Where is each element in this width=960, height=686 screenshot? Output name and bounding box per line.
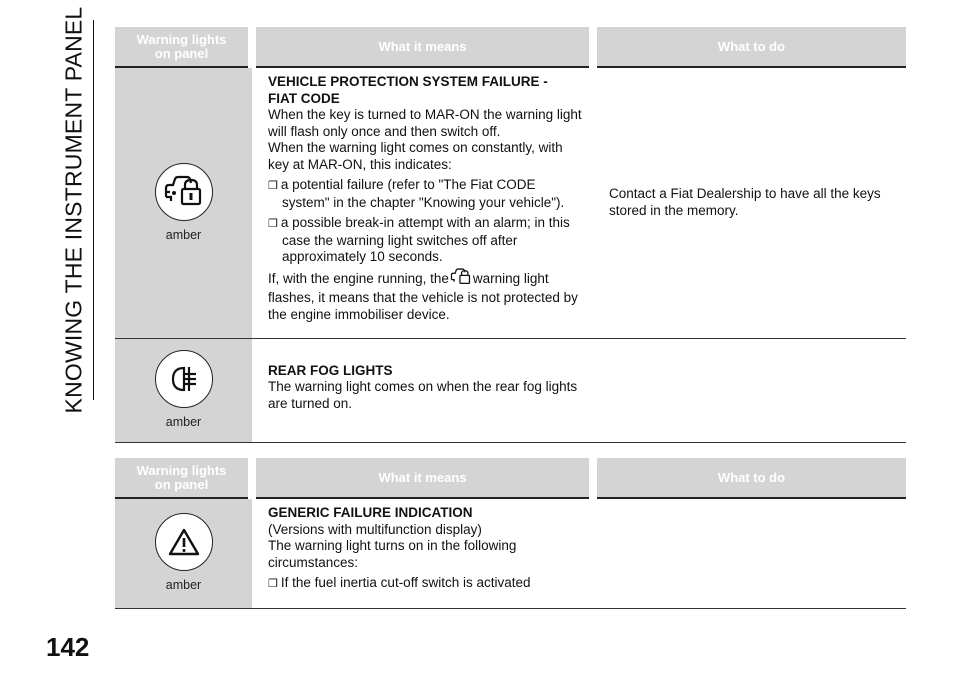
meaning-paragraph: When the warning light comes on constantly, with key at MAR-ON, this indicates:	[268, 140, 563, 172]
header-what-to-do: What to do	[593, 27, 906, 67]
warning-light-cell	[115, 67, 252, 338]
rear-fog-heading: REAR FOG LIGHTS	[268, 362, 393, 378]
section-title-rule	[93, 20, 94, 400]
generic-failure-heading: GENERIC FAILURE INDICATION	[268, 505, 473, 520]
warning-light-cell	[115, 338, 252, 442]
bullet-icon: ❒	[268, 218, 278, 230]
meaning-paragraph: (Versions with multifunction display)	[268, 521, 482, 537]
what-to-do-cell	[593, 338, 906, 442]
section-title	[44, 6, 104, 414]
table-row	[115, 498, 906, 608]
warning-lights-table-2	[115, 458, 906, 609]
bullet-icon: ❒	[268, 180, 278, 192]
color-label: amber	[165, 414, 202, 429]
meaning-paragraph: The warning light turns on in the following circumstances:	[268, 538, 517, 570]
failure-heading-line1: VEHICLE PROTECTION SYSTEM FAILURE -	[268, 74, 548, 89]
bullet-text: a potential failure (refer to "The Fiat CODE system" in the chapter "Knowing your vehicle").	[280, 177, 565, 210]
table-row	[115, 67, 906, 338]
bullet-item	[268, 575, 585, 593]
meaning-paragraph: When the key is turned to MAR-ON the warning light will flash only once and then switch off.	[268, 107, 582, 139]
warning-triangle-icon	[155, 513, 213, 571]
bullet-text: If the fuel inertia cut-off switch is activated	[280, 575, 531, 590]
what-to-do-cell: Contact a Fiat Dealership to have all the keys stored in the memory.	[593, 67, 906, 338]
bullet-icon: ❒	[268, 578, 278, 590]
section-title-text: KNOWING THE INSTRUMENT PANEL	[60, 6, 87, 414]
final-text-after: warning light flashes, it means that the vehicle is not protected by the engine immobiliser device.	[268, 270, 578, 322]
failure-heading-line2: FIAT CODE	[268, 90, 340, 106]
what-to-do-cell	[593, 498, 906, 608]
table-row	[115, 338, 906, 442]
color-label: amber	[165, 227, 202, 242]
header-what-it-means: What it means	[252, 458, 593, 498]
header-warning-lights: Warning lights on panel	[115, 27, 252, 67]
meaning-cell	[252, 67, 593, 338]
header-what-it-means: What it means	[252, 27, 593, 67]
table-header-row	[115, 458, 906, 498]
final-text-before: If, with the engine running, the	[268, 270, 449, 286]
meaning-cell	[252, 338, 593, 442]
meaning-paragraph: The warning light comes on when the rear fog lights are turned on.	[268, 379, 578, 411]
warning-light-cell	[115, 498, 252, 608]
meaning-cell	[252, 498, 593, 608]
header-warning-lights: Warning lights on panel	[115, 458, 252, 498]
warning-lights-table-1	[115, 27, 906, 443]
header-what-to-do: What to do	[593, 458, 906, 498]
meaning-paragraph	[268, 268, 585, 324]
color-label: amber	[165, 578, 202, 592]
bullet-item	[268, 215, 585, 266]
immobilizer-inline-icon	[449, 268, 473, 291]
immobilizer-icon	[155, 163, 213, 221]
bullet-item	[268, 177, 585, 211]
bullet-text: a possible break-in attempt with an alarm; in this case the warning light switches off after approximately 10 seconds.	[280, 215, 570, 264]
table-header-row	[115, 27, 906, 67]
page-number: 142	[46, 632, 90, 662]
rear-fog-light-icon	[155, 350, 213, 408]
